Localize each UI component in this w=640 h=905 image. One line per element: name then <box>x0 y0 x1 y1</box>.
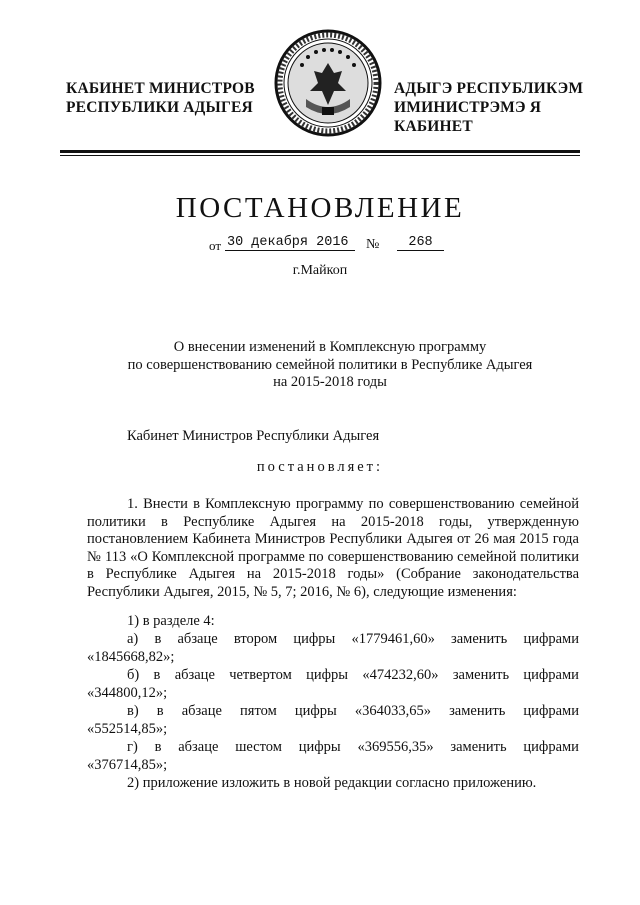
word: «1779461,60» <box>351 631 435 647</box>
word: г) <box>127 739 138 755</box>
word: абзаце <box>178 739 219 755</box>
word: заменить <box>452 667 510 683</box>
word: в <box>154 631 162 647</box>
date-number-line <box>209 236 449 256</box>
word: а) <box>127 631 139 647</box>
word: в <box>154 739 162 755</box>
word: заменить <box>449 703 506 719</box>
list-item-a-tail: «1845668,82»; <box>87 648 175 665</box>
word: абзаце <box>181 703 222 719</box>
word: в <box>153 667 161 683</box>
word: четвертом <box>229 667 292 683</box>
document-date: 30 декабря 2016 <box>225 235 355 251</box>
paragraph-1: 1. Внести в Комплексную программу по совершенствованию семейной политики в Республике Адыгея на 2015-2018 годы, утвержденную постановлением Кабинета Министров Республики Адыгея от 26 мая 2015 года № 113 «О Комплексной программе по совершенствованию семейной политики в Республике Адыгея на 2015-2018 годы» (Собрание законодательства Республики Адыгея, 2015, № 5, 7; 2016, № 6), следующие изменения: <box>87 496 579 600</box>
number-sign: № <box>366 237 380 252</box>
list-item-b-line <box>87 667 579 685</box>
list-item-d-tail: «376714,85»; <box>87 756 168 773</box>
right-org-line-1: АДЫГЭ РЕСПУБЛИКЭМ <box>394 80 584 97</box>
right-organization-name <box>394 79 624 136</box>
word: заменить <box>450 739 507 755</box>
list-item-b <box>87 667 579 702</box>
word: цифрами <box>523 703 579 719</box>
subject-line-3: на 2015-2018 годы <box>273 374 387 390</box>
word: абзаце <box>174 667 215 683</box>
word: «364033,65» <box>354 703 431 719</box>
word: цифрами <box>523 631 579 647</box>
word: цифры <box>298 739 341 755</box>
document-subject <box>100 339 560 392</box>
header-divider-thick <box>60 150 580 153</box>
word: шестом <box>235 739 282 755</box>
list-item-c-tail: «552514,85»; <box>87 720 168 737</box>
left-org-line-2: РЕСПУБЛИКИ АДЫГЕЯ <box>66 99 253 116</box>
document-number: 268 <box>397 235 444 251</box>
word: «369556,35» <box>357 739 434 755</box>
word: «474232,60» <box>362 667 439 683</box>
coat-of-arms-emblem-icon <box>272 27 384 139</box>
word: цифры <box>293 631 336 647</box>
word: цифрами <box>523 667 579 683</box>
list-item-c-line <box>87 703 579 721</box>
list-item-d <box>87 739 579 774</box>
header-divider-thin <box>60 155 580 156</box>
word: цифры <box>306 667 349 683</box>
subject-line-1: О внесении изменений в Комплексную программу <box>173 339 487 355</box>
word: заменить <box>451 631 508 647</box>
left-organization-name <box>66 79 266 117</box>
word: б) <box>127 667 140 683</box>
right-org-line-2: ИМИНИСТРЭМЭ Я КАБИНЕТ <box>394 99 542 135</box>
list-item-a <box>87 631 579 666</box>
section-4-heading: 1) в разделе 4: <box>127 613 215 629</box>
word: абзаце <box>177 631 218 647</box>
list-item-d-line <box>87 739 579 757</box>
document-title: ПОСТАНОВЛЕНИЕ <box>175 192 465 224</box>
issuer-line: Кабинет Министров Республики Адыгея <box>127 428 380 444</box>
decree-word: постановляет: <box>256 459 384 475</box>
word: цифрами <box>523 739 579 755</box>
word: цифры <box>294 703 337 719</box>
word: пятом <box>240 703 277 719</box>
item-2-line: 2) приложение изложить в новой редакции согласно приложению. <box>127 775 537 791</box>
date-prefix: от <box>209 238 222 253</box>
word: в <box>156 703 164 719</box>
subject-line-2: по совершенствованию семейной политики в Республике Адыгея <box>127 356 533 373</box>
word: втором <box>233 631 278 647</box>
left-org-line-1: КАБИНЕТ МИНИСТРОВ <box>66 80 255 97</box>
list-item-a-line <box>87 631 579 649</box>
list-item-c <box>87 703 579 738</box>
word: в) <box>127 703 139 719</box>
city-name: г.Майкоп <box>292 263 348 278</box>
list-item-b-tail: «344800,12»; <box>87 684 168 701</box>
